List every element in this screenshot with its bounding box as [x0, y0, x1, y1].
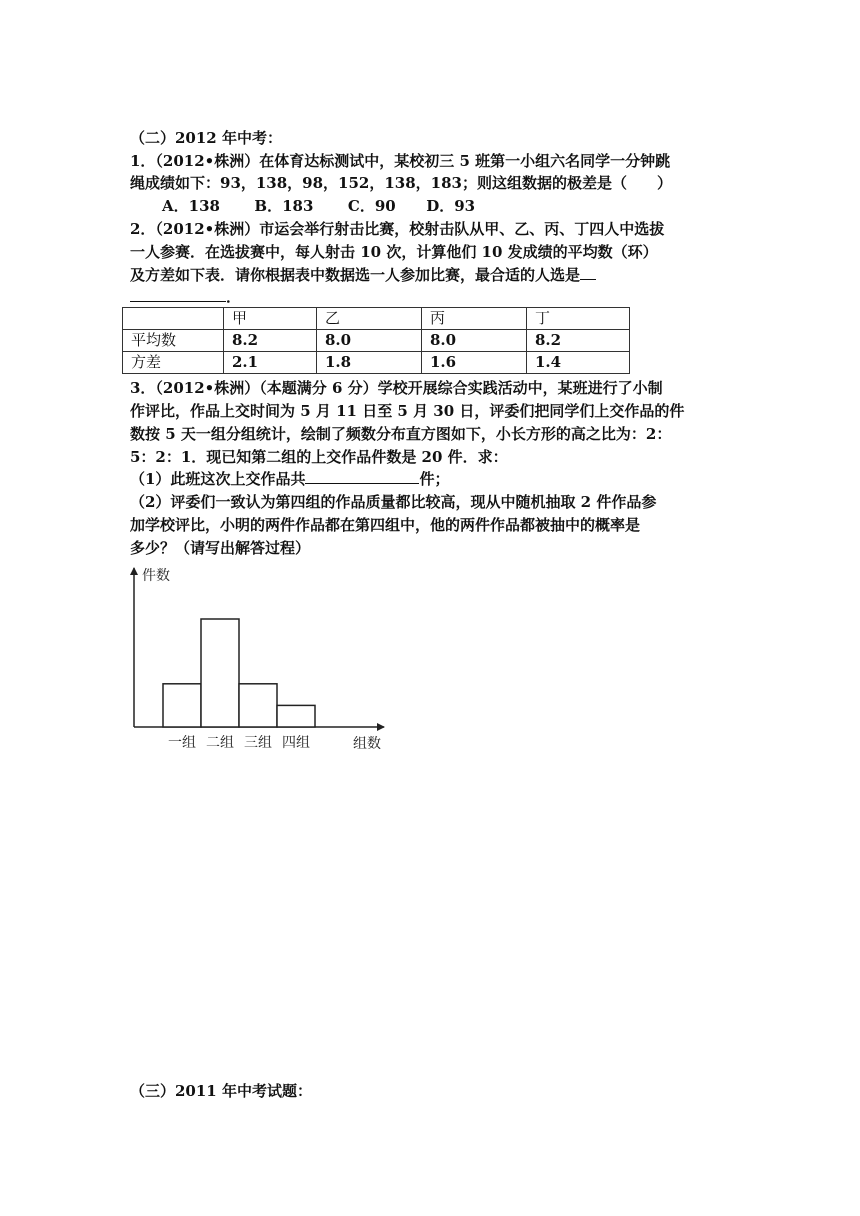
x-axis-label: 组数: [353, 736, 381, 752]
table-row-label: 平均数: [123, 330, 224, 352]
answer-blank: [305, 469, 419, 484]
q1-option-a: A．138: [162, 197, 220, 215]
q3-sub-2-line-2: 加学校评比，小明的两件作品都在第四组中，他的两件作品都被抽中的概率是: [130, 516, 641, 534]
table-cell: 8.2: [527, 330, 630, 352]
table-row: [123, 352, 630, 374]
answer-blank: [580, 265, 596, 280]
table-header-cell: 丁: [527, 308, 630, 330]
q1-line-2: 绳成绩如下：93，138，98，152，138，183；则这组数据的极差是（ ）: [130, 174, 672, 192]
table-header-cell: [123, 308, 224, 330]
q3-line-3: 数按 5 天一组分组统计，绘制了频数分布直方图如下，小长方形的高之比为：2：: [130, 425, 672, 443]
q3-sub-1-end: 件；: [419, 470, 450, 488]
histogram-bar: [201, 619, 239, 727]
q3-line-2: 作评比，作品上交时间为 5 月 11 日至 5 月 30 日，评委们把同学们上交作品的件: [130, 402, 685, 420]
x-tick-label: 四组: [282, 735, 310, 751]
q1-option-b: B．183: [254, 197, 314, 215]
q3-sub-2-line-1: （2）评委们一致认为第四组的作品质量都比较高，现从中随机抽取 2 件作品参: [130, 493, 657, 511]
table-header-cell: 丙: [422, 308, 527, 330]
q2-line-4-end: ．: [226, 288, 242, 306]
histogram-bar: [239, 684, 277, 727]
x-tick-label: 三组: [244, 735, 272, 751]
q3-sub-1: [130, 469, 449, 490]
table-row: [123, 330, 630, 352]
q1-line-1: 1．（2012•株洲）在体育达标测试中，某校初三 5 班第一小组六名同学一分钟跳: [130, 152, 671, 170]
table-row-label: 方差: [123, 352, 224, 374]
histogram-bar: [277, 705, 315, 727]
histogram: [120, 560, 400, 760]
section-2-title: （二）2012 年中考：: [130, 129, 282, 147]
q3-line-1: 3．（2012•株洲）（本题满分 6 分）学校开展综合实践活动中，某班进行了小制: [130, 379, 663, 397]
x-tick-label: 二组: [206, 735, 234, 751]
table-cell: 1.4: [527, 352, 630, 374]
q2-line-4: [130, 287, 241, 308]
q1-options: [162, 196, 475, 217]
table-cell: 1.8: [317, 352, 422, 374]
q3-line-4: 5：2：1．现已知第二组的上交作品件数是 20 件．求：: [130, 448, 508, 466]
table-header-cell: 甲: [224, 308, 317, 330]
table-cell: 2.1: [224, 352, 317, 374]
answer-blank-continued: [130, 287, 226, 302]
q2-line-1: 2．（2012•株洲）市运会举行射击比赛，校射击队从甲、乙、丙、丁四人中选拔: [130, 220, 665, 238]
x-tick-label: 一组: [168, 735, 196, 751]
q2-line-3: [130, 265, 596, 286]
q3-sub-1-text: （1）此班这次上交作品共: [130, 470, 306, 488]
table-cell: 8.0: [422, 330, 527, 352]
table-header-cell: 乙: [317, 308, 422, 330]
q2-line-3-text: 及方差如下表．请你根据表中数据选一人参加比赛，最合适的人选是: [130, 266, 581, 284]
table-cell: 1.6: [422, 352, 527, 374]
q1-option-d: D．93: [426, 197, 476, 215]
q3-sub-2-line-3: 多少？（请写出解答过程）: [130, 539, 311, 557]
histogram-bar: [163, 684, 201, 727]
y-axis-label: 件数: [142, 568, 170, 584]
table-header-row: [123, 308, 630, 330]
q1-option-c: C．90: [347, 197, 396, 215]
score-table: [122, 307, 630, 374]
table-cell: 8.0: [317, 330, 422, 352]
q2-line-2: 一人参赛．在选拔赛中，每人射击 10 次，计算他们 10 发成绩的平均数（环）: [130, 243, 658, 261]
table-cell: 8.2: [224, 330, 317, 352]
section-3-title: （三）2011 年中考试题：: [130, 1082, 312, 1100]
